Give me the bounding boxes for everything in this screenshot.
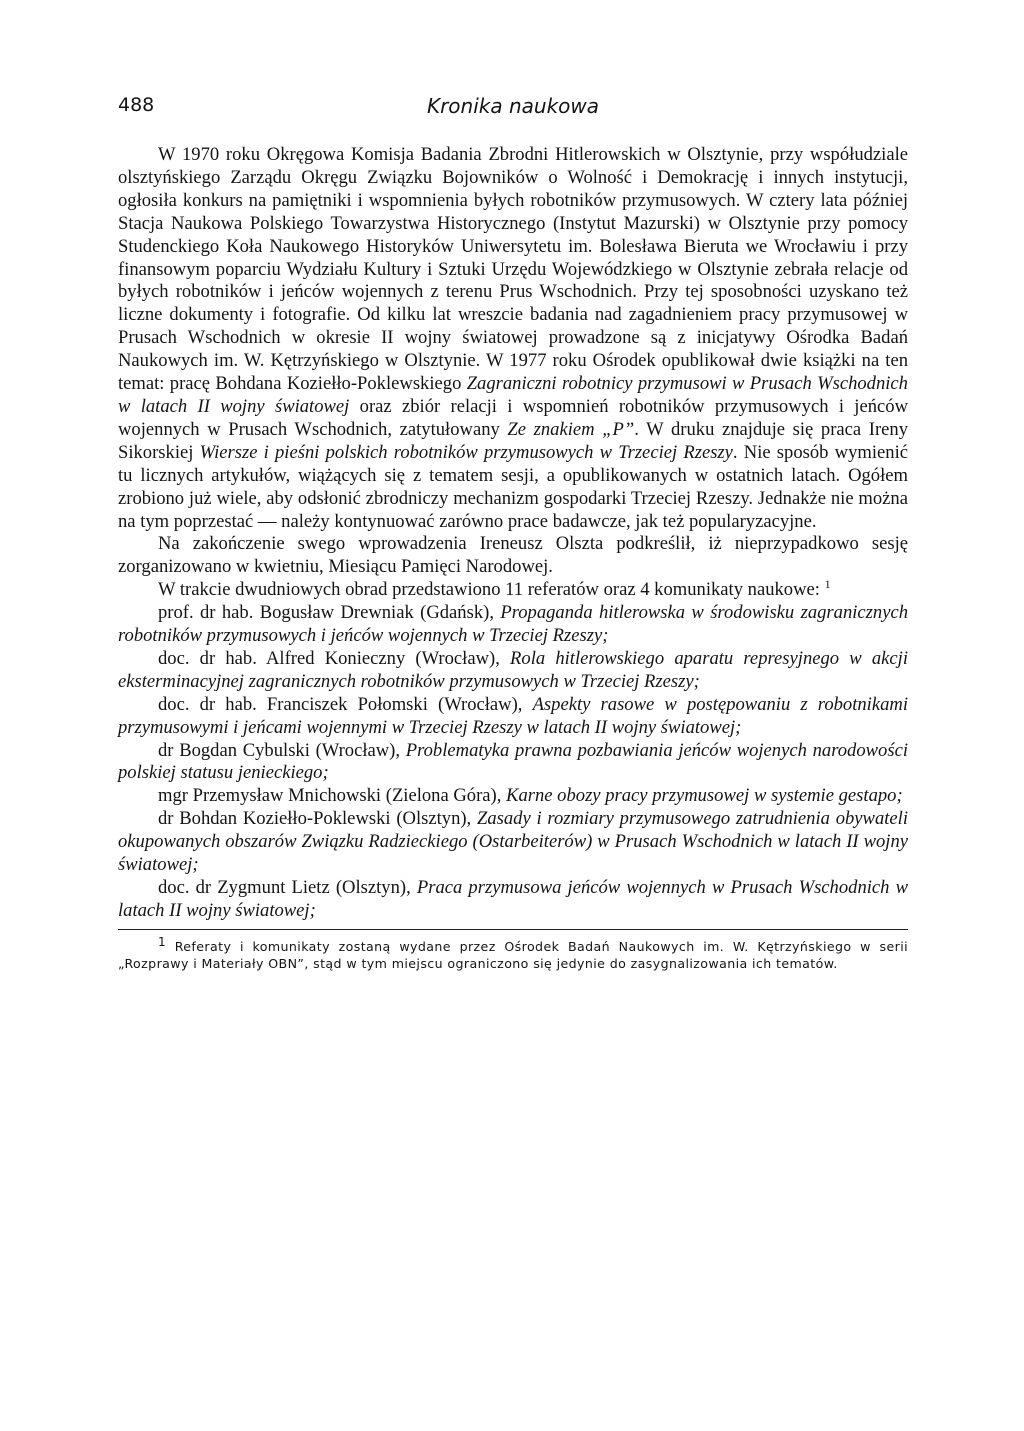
footnote: $^1$ Referaty i komunikaty zostaną wydane przez Ośrodek Badań Naukowych im. W. Kętrzyńskiego w serii „Rozprawy i Materiały OBN”, stąd w tym miejscu ograniczono się jedynie do zasygnalizowania ich tematów. <box>118 934 908 972</box>
book-title: Ze znakiem „P” <box>507 418 635 440</box>
footnote-divider <box>118 929 908 930</box>
body-text <box>118 144 908 923</box>
reference-item: dr Bogdan Cybulski (Wrocław), Problematyka prawna pozbawiania jeńców wojenych narodowości polskiej statusu jenieckiego; <box>118 739 908 784</box>
reference-item: dr Bohdan Koziełło-Poklewski (Olsztyn), Zasady i rozmiary przymusowego zatrudnienia obywateli okupowanych obszarów Związku Radzieckiego (Ostarbeiterów) w Prusach Wschodnich w latach II wojny światowej; <box>118 808 908 876</box>
page-header <box>118 94 908 124</box>
paragraph-2: Na zakończenie swego wprowadzenia Ireneusz Olszta podkreślił, iż nieprzypadkowo sesję zorganizowano w kwietniu, Miesiącu Pamięci Narodowej. <box>118 533 908 578</box>
running-head: Kronika naukowa <box>426 94 600 118</box>
paragraph-1: W 1970 roku Okręgowa Komisja Badania Zbrodni Hitlerowskich w Olsztynie, przy współudziale olsztyńskiego Zarządu Okręgu Związku Bojowników o Wolność i Demokrację i innych instytucji, ogłosiła konkurs na pamiętniki i wspomnienia byłych robotników przymusowych. W cztery lata później Stacja Naukowa Polskiego Towarzystwa Historycznego (Instytut Mazurski) w Olsztynie przy pomocy Studenckiego Koła Naukowego Historyków Uniwersytetu im. Bolesława Bieruta we Wrocławiu i przy finansowym poparciu Wydziału Kultury i Sztuki Urzędu Wojewódzkiego w Olsztynie zebrała relacje od byłych robotników i jeńców wojennych z terenu Prus Wschodnich. Przy tej sposobności uzyskano też liczne dokumenty i fotografie. Od kilku lat wreszcie badania nad zagadnieniem pracy przymusowej w Prusach Wschodnich w okresie II wojny światowej prowadzone są z inicjatywy Ośrodka Badań Naukowych im. W. Kętrzyńskiego w Olsztynie. W 1977 roku Ośrodek opublikował dwie książki na ten temat: pracę Bohdana Koziełło-Poklewskiego Zagraniczni robotnicy przymusowi w Prusach Wschodnich w latach II wojny światowej oraz zbiór relacji i wspomnień robotników przymusowych i jeńców wojennych w Prusach Wschodnich, zatytułowany Ze znakiem „P”. W druku znajduje się praca Ireny Sikorskiej Wiersze i pieśni polskich robotników przymusowych w Trzeciej Rzeszy. Nie sposób wymienić tu licznych artykułów, wiążących się z tematem sesji, a opublikowanych w ostatnich latach. Ogółem zrobiono już wiele, aby odsłonić zbrodniczy mechanizm gospodarki Trzeciej Rzeszy. Jednakże nie można na tym poprzestać — należy kontynuować zarówno prace badawcze, jak też popularyzacyjne. <box>118 144 908 532</box>
reference-item: doc. dr Zygmunt Lietz (Olsztyn), Praca przymusowa jeńców wojennych w Prusach Wschodnich w latach II wojny światowej; <box>118 877 908 921</box>
footnote-reference: 1 <box>824 577 831 592</box>
book-title: Zagraniczni robotnicy przymusowi w Prusach Wschodnich w latach II wojny światowej <box>118 373 908 417</box>
paragraph-3: W trakcie dwudniowych obrad przedstawiono 11 referatów oraz 4 komunikaty naukowe: $^1$ <box>158 577 831 601</box>
book-title: Wiersze i pieśni polskich robotników przymusowych w Trzeciej Rzeszy <box>199 441 733 463</box>
footnote-mark: 1 <box>158 934 167 949</box>
reference-item: prof. dr hab. Bogusław Drewniak (Gdańsk), Propaganda hitlerowska w środowisku zagranicznych robotników przymusowych i jeńców wojennych w Trzeciej Rzeszy; <box>118 602 909 647</box>
reference-item: mgr Przemysław Mnichowski (Zielona Góra), Karne obozy pracy przymusowej w systemie gestapo; <box>158 785 903 807</box>
reference-item: doc. dr hab. Alfred Konieczny (Wrocław), Rola hitlerowskiego aparatu represyjnego w akcji eksterminacyjnej zagranicznych robotników przymusowych w Trzeciej Rzeszy; <box>118 647 908 692</box>
page-number: 488 <box>118 94 155 116</box>
reference-item: doc. dr hab. Franciszek Połomski (Wrocław), Aspekty rasowe w postępowaniu z robotnikami przymusowymi i jeńcami wojennymi w Trzeciej Rzeszy w latach II wojny światowej; <box>118 693 908 738</box>
document-page <box>118 94 908 973</box>
